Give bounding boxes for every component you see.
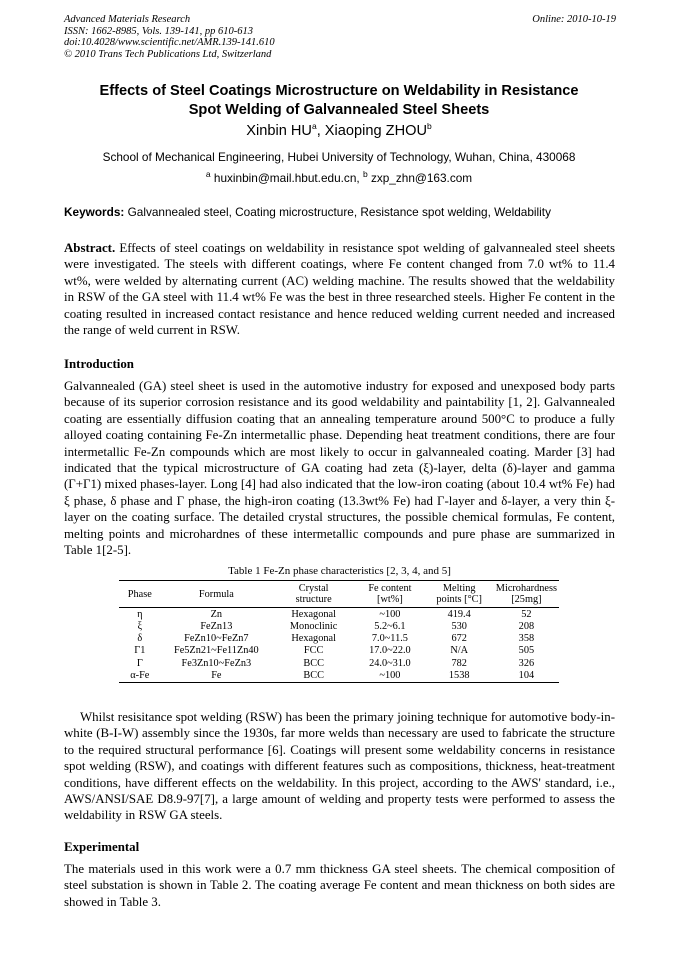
table-cell: 358	[518, 633, 535, 645]
table-row	[119, 608, 559, 621]
section-heading: Experimental	[64, 840, 140, 854]
table-cell: BCC	[303, 669, 324, 681]
data-table	[119, 580, 559, 683]
column-header: Formula	[198, 588, 234, 600]
table-cell: ~100	[379, 669, 401, 681]
keywords-label: Keywords:	[64, 205, 125, 219]
paper-title	[40, 82, 638, 119]
email-separator: ,	[356, 171, 363, 185]
abstract-text: Effects of steel coatings on weldability in resistance spot welding of galvannealed steel sheets were investigated. The steels with different coatings, where Fe content changed from 7.0 wt% to 11.4 wt%, were welded by alternating current (AC) welding machine. The results showed that the weldability in RSW of the GA steel with 11.4 wt% Fe was the best in three researched steels. Higher Fe content in the coating resulted in increased contact resistance and hence reduced welding current needed and increased the range of weld current in RSW.	[64, 241, 615, 338]
table-cell: Fe	[211, 669, 222, 681]
body-paragraph: Galvannealed (GA) steel sheet is used in the automotive industry for exposed and unexposed body parts because of its superior corrosion resistance and its good weldability and paintability [1, 2]. Galvannealed coating are essentially diffusion coating that an annealing temperature around 500°C to produce a fully alloyed coating containing Fe-Zn intermetallic phase. Depending heat treatment conditions, there are four intermetallic Fe-Zn compounds which are most likely to occur in galvannealed coating. Marder [3] had indicated that the typical microstructure of GA coating had zeta (ξ)-layer, delta (δ)-layer and gamma (Γ+Γ1) mixed phases-layer. Long [4] had also indicated that the low-iron coating (about 10.4 wt% Fe) had ξ phase, δ phase and Γ phase, the high-iron coating (13.3wt% Fe) had Γ-layer and δ-layer, a very thin ξ-layer on the coating surface. The detailed crystal structures, the possible chemical formulas, Fe content, melting points and microhardnes of these intermetallic compounds and pure phase are summarized in Table 1[2-5].	[64, 379, 615, 558]
column-header	[272, 581, 355, 608]
author-emails	[40, 171, 638, 186]
column-header	[425, 581, 494, 608]
column-header	[355, 581, 424, 608]
table-cell: N/A	[450, 645, 469, 657]
title-line-1: Effects of Steel Coatings Microstructure on Weldability in Resistance	[99, 83, 579, 99]
affiliation: School of Mechanical Engineering, Hubei University of Technology, Wuhan, China, 430068	[102, 150, 576, 164]
table-row	[119, 621, 559, 633]
table-cell: Monoclinic	[289, 621, 338, 633]
journal-header	[64, 14, 616, 60]
table-row	[119, 657, 559, 669]
email-mark: b	[362, 169, 368, 180]
table-cell: Hexagonal	[291, 608, 336, 620]
table-cell: 52	[521, 608, 532, 620]
table-cell: ξ	[137, 621, 143, 633]
table-cell: ~100	[379, 608, 401, 620]
email-link[interactable]: zxp_zhn@163.com	[370, 171, 473, 185]
issn-line: ISSN: 1662-8985, Vols. 139-141, pp 610-613	[64, 25, 253, 37]
email-mark: a	[205, 169, 211, 180]
header-line: Microhardness	[495, 583, 557, 594]
column-header	[494, 581, 559, 608]
table-row	[119, 645, 559, 657]
header-line: points [°C]	[436, 594, 482, 606]
keywords-text: Galvannealed steel, Coating microstructure, Resistance spot welding, Weldability	[127, 205, 551, 219]
table-cell: FeZn10~FeZn7	[184, 633, 249, 645]
author-affil-mark: a	[311, 121, 317, 132]
table-cell: Fe3Zn10~FeZn3	[181, 657, 252, 669]
table-cell: 17.0~22.0	[369, 645, 411, 657]
online-date: Online: 2010-10-19	[532, 14, 616, 25]
table-cell: FeZn13	[200, 621, 233, 633]
table-cell: Hexagonal	[291, 633, 336, 645]
table-cell: 5.2~6.1	[374, 621, 406, 633]
table-cell: Γ	[136, 657, 143, 669]
table-cell: FCC	[303, 645, 324, 657]
doi-line: doi:10.4028/www.scientific.net/AMR.139-141.610	[64, 37, 275, 48]
author-affil-mark: b	[427, 121, 432, 132]
body-paragraph: The materials used in this work were a 0.7 mm thickness GA steel sheets. The chemical composition of steel substation is shown in Table 2. The coating average Fe content and mean thickness on both sides are showed in Table 3.	[64, 862, 615, 909]
table-cell: 530	[451, 621, 467, 633]
table-cell: Zn	[210, 608, 223, 620]
title-line-2: Spot Welding of Galvannealed Steel Sheets	[188, 101, 490, 118]
author-name: Xiaoping ZHOU	[324, 123, 427, 139]
table-caption: Table 1 Fe-Zn phase characteristics [2, 3, 4, and 5]	[228, 565, 451, 577]
journal-name: Advanced Materials Research	[64, 14, 191, 25]
body-paragraph: Whilst resisitance spot welding (RSW) has been the primary joining technique for automotive body-in-white (B-I-W) assembly since the 1930s, far more welds than necessary are used to fabricate the structure to the required structural performance [6]. Coatings will present some weldability concerns in resistance spot welding (RSW), and coatings with different features such as compositions, thickness, heat-treatment conditions, have different effects on the weldability. In this project, according to the AWS' standard, i.e., AWS/ANSI/SAE D8.9-97[7], a large amount of welding and property tests were performed to assess the weldability in RSW GA steels.	[64, 710, 615, 823]
table-cell: δ	[137, 633, 143, 645]
section-heading: Introduction	[64, 357, 134, 371]
table-cell: 326	[518, 657, 535, 669]
header-line: Crystal	[298, 583, 329, 594]
copyright-line: © 2010 Trans Tech Publications Ltd, Switzerland	[64, 48, 272, 60]
author-separator: ,	[316, 123, 325, 139]
header-line: Fe content	[368, 583, 412, 594]
keywords	[64, 205, 624, 220]
table-cell: α-Fe	[130, 669, 150, 681]
abstract-label: Abstract.	[64, 241, 116, 255]
header-line: Melting	[442, 583, 476, 594]
email-link[interactable]: huxinbin@mail.hbut.edu.cn	[213, 171, 357, 185]
table-cell: 208	[518, 621, 535, 633]
table-cell: 672	[451, 633, 467, 645]
table-row	[119, 669, 559, 682]
table-row	[119, 633, 559, 645]
table-header-row	[119, 581, 559, 608]
table-cell: 7.0~11.5	[371, 633, 408, 645]
header-line: [wt%]	[377, 594, 403, 606]
abstract	[64, 240, 615, 338]
table-cell: 782	[451, 657, 467, 669]
table-cell: 419.4	[447, 608, 471, 620]
header-line: [25mg]	[511, 594, 542, 606]
table-cell: η	[137, 608, 143, 620]
author-name: Xinbin HU	[246, 123, 312, 139]
column-header: Phase	[127, 588, 152, 600]
table-cell: 24.0~31.0	[369, 657, 411, 669]
table-cell: Fe5Zn21~Fe11Zn40	[173, 645, 259, 657]
table-cell: BCC	[303, 657, 324, 669]
header-line: structure	[295, 594, 332, 606]
table-cell: Γ1	[134, 645, 146, 657]
table-cell: 104	[518, 669, 535, 681]
table-cell: 505	[518, 645, 535, 657]
author-list	[40, 122, 638, 140]
table-cell: 1538	[448, 669, 470, 681]
